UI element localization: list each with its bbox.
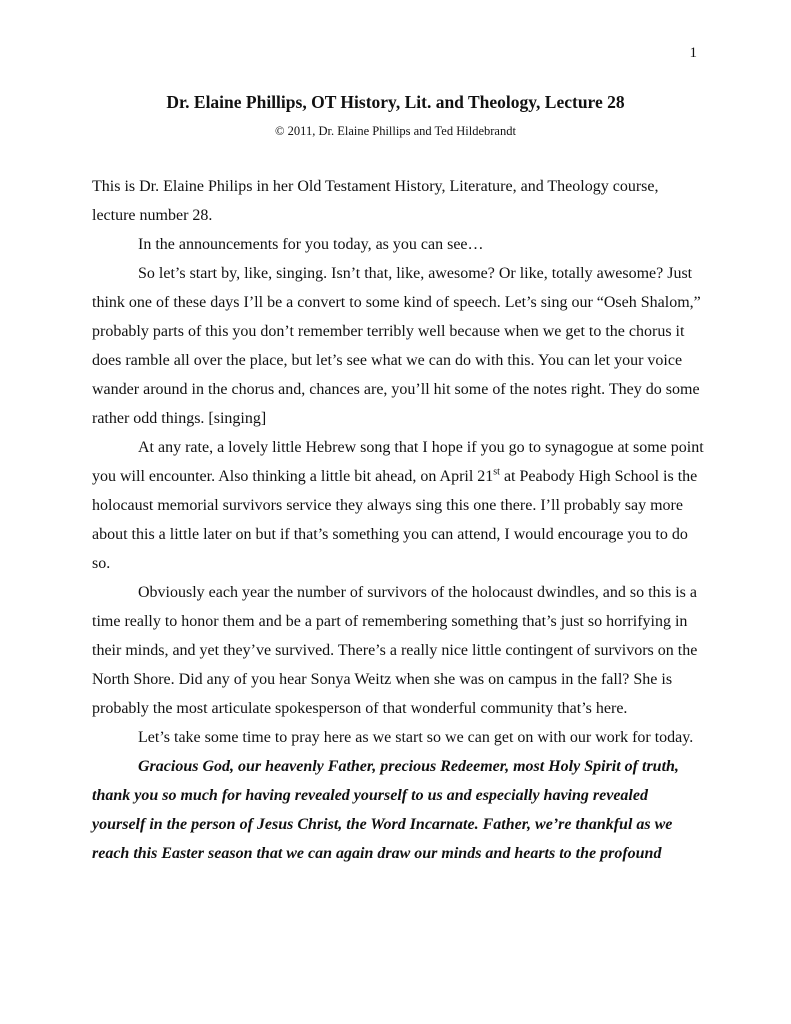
paragraph-announcements: In the announcements for you today, as you can see… bbox=[138, 236, 484, 253]
paragraph-survivors: Obviously each year the number of survivors of the holocaust dwindles, and so this is a time really to honor them and be a part of remembering something that’s just so horrifying in their minds, and yet they’ve survived. There’s a really nice little contingent of survivors on the North Shore. Did any of you hear Sonya Weitz when she was on campus in the fall? She is probably the most articulate spokesperson of that wonderful community that’s here. bbox=[92, 584, 698, 717]
lecture-title: Dr. Elaine Phillips, OT History, Lit. and Theology, Lecture 28 bbox=[166, 92, 625, 112]
paragraph-hebrew-song-text-before: At any rate, a lovely little Hebrew song that I hope if you go to synagogue at some point you will encounter. Also thinking a little bit ahead, on April 21 bbox=[92, 439, 704, 485]
ordinal-superscript: st bbox=[493, 466, 500, 478]
paragraph-singing: So let’s start by, like, singing. Isn’t that, like, awesome? Or like, totally awesome? Just think one of these days I’ll be a convert to some kind of speech. Let’s sing our “Oseh Shalom,” probably parts of this you don’t remember terribly well because when we get to the chorus it does ramble all over the place, but let’s see what we can do with this. You can let your voice wander around in the chorus and, chances are, you’ll hit some of the notes right. They do some rather odd things. [singing] bbox=[92, 265, 701, 427]
paragraph-hebrew-song bbox=[92, 433, 704, 578]
paragraph-course-intro: This is Dr. Elaine Philips in her Old Testament History, Literature, and Theology course, lecture number 28. bbox=[92, 178, 659, 224]
page-number: 1 bbox=[689, 45, 697, 61]
copyright-line: © 2011, Dr. Elaine Phillips and Ted Hildebrandt bbox=[275, 124, 516, 138]
paragraph-prayer: Gracious God, our heavenly Father, precious Redeemer, most Holy Spirit of truth, thank you so much for having revealed yourself to us and especially having revealed yourself in the person of Jesus Christ, the Word Incarnate. Father, we’re thankful as we reach this Easter season that we can again draw our minds and hearts to the profound bbox=[92, 758, 679, 862]
paragraph-hebrew-song-text-after: at Peabody High School is the holocaust memorial survivors service they always sing this one there. I’ll probably say more about this a little later on but if that’s something you can attend, I would encourage you to do so. bbox=[92, 468, 698, 572]
paragraph-pray-intro: Let’s take some time to pray here as we start so we can get on with our work for today. bbox=[138, 729, 694, 746]
document-body bbox=[92, 172, 704, 868]
